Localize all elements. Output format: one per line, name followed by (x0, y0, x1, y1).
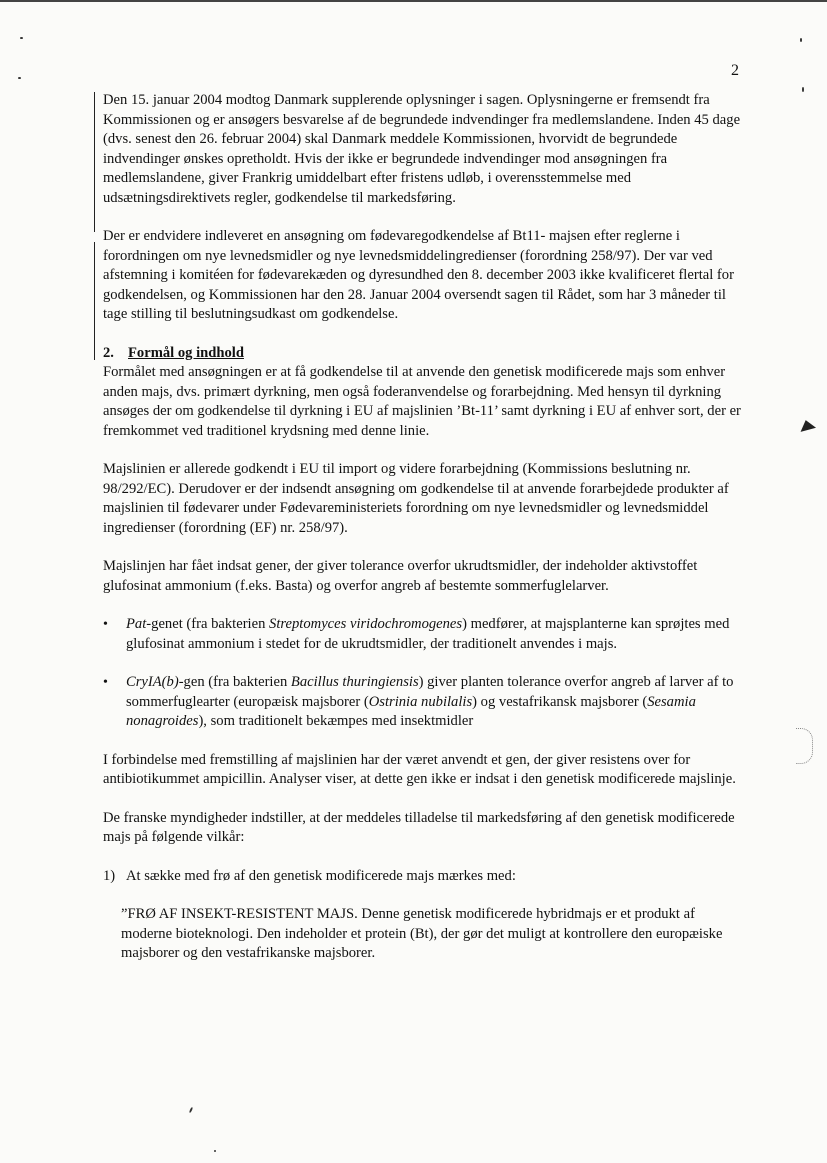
scan-speck (800, 38, 802, 42)
paragraph: I forbindelse med fremstilling af majslinien har der været anvendt et gen, der giver resistens over for antibiotikummet ampicillin. Analyser viser, at dette gen ikke er indsat i den genetisk modificerede majslinje. (103, 751, 736, 787)
condition-number: 1) (103, 867, 116, 884)
organism-name: Streptomyces viridochromogenes (269, 616, 463, 632)
scan-speck (18, 77, 21, 79)
gene-name: CryIA(b) (126, 674, 179, 690)
species-name: Ostrinia nubilalis (368, 693, 473, 710)
list-text: ) giver planten tolerance overfor angreb af larver af to sommerfuglearter (europæisk majsborer ( (126, 674, 734, 710)
revision-bar (94, 92, 95, 232)
scan-speck (20, 37, 23, 39)
section-number: 2. (103, 344, 114, 361)
paragraph: Formålet med ansøgningen er at få godkendelse til at anvende den genetisk modificerede majs som enhver anden majs, dvs. primært dyrkning, men også foderanvendelse og forarbejdning. Med hensyn til dyrkning ansøges der om godkendelse til dyrkning i EU af majslinien ’Bt-11’ samt dyrkning i EU af enhver sort, der er fremkommet ved traditionel krydsning med denne linie. (103, 364, 741, 439)
list-text: ), som traditionelt bekæmpes med insektmidler (198, 713, 474, 729)
list-text: ) medfører, at majsplanterne kan sprøjtes med glufosinat ammonium i stedet for de ukrudtsmidler, der traditionelt anvendes i majs. (126, 616, 730, 652)
scan-speck (802, 87, 804, 92)
scan-mark (798, 418, 816, 432)
list-text: ) og vestafrikansk majsborer ( (472, 693, 648, 710)
list-text: -gen (fra bakterien (178, 674, 291, 690)
scan-speck (214, 1150, 216, 1152)
document-body (103, 91, 743, 983)
revision-bar (94, 242, 95, 360)
condition-text: At sække med frø af den genetisk modificerede majs mærkes med: (126, 867, 516, 884)
species-name: Sesamia nonagroides (126, 693, 696, 729)
gene-list (103, 615, 743, 732)
label-quote: ”FRØ AF INSEKT-RESISTENT MAJS. Denne genetisk modificerede hybridmajs er et produkt af moderne bioteknologi. Den indeholder et protein (Bt), der gør det muligt at kontrollere den europæiske majsborer og den vestafrikanske majsborer. (121, 906, 723, 961)
list-item (103, 673, 743, 732)
scan-mark (796, 728, 813, 764)
page-top-rule (0, 0, 827, 2)
list-text: -genet (fra bakterien (146, 616, 270, 632)
paragraph: Der er endvidere indleveret en ansøgning om fødevaregodkendelse af Bt11- majsen efter reglerne i forordningen om nye levnedsmidler og nye levnedsmiddelingredienser (forordning 258/97). Der var ved afstemning i komitéen for fødevarekæden og dyresundhed den 8. december 2003 ikke kvalificeret flertal for godkendelsen, og Kommissionen har den 28. Januar 2004 oversendt sagen til Rådet, som har 3 måneder til tage stilling til beslutningsudkast om godkendelse. (103, 228, 734, 322)
organism-name: Bacillus thuringiensis (290, 674, 419, 690)
scan-speck (189, 1107, 193, 1113)
bullet-marker: • (103, 617, 108, 632)
gene-name: Pat (126, 616, 147, 632)
condition-item (103, 867, 743, 887)
paragraph: Majslinien er allerede godkendt i EU til import og videre forarbejdning (Kommissions beslutning nr. 98/292/EC). Derudover er der indsendt ansøgning om godkendelse til at anvende forarbejdede produkter af majslinien til fødevarer under Fødevareministeriets forordning om nye levnedsmidler og levnedsmiddel ingredienser (forordning (EF) nr. 258/97). (103, 461, 729, 536)
paragraph: Majslinjen har fået indsat gener, der giver tolerance overfor ukrudtsmidler, der indeholder aktivstoffet glufosinat ammonium (f.eks. Basta) og overfor angreb af bestemte sommerfuglelarver. (103, 558, 698, 594)
page-number: 2 (731, 62, 739, 79)
list-item (103, 615, 743, 654)
paragraph: Den 15. januar 2004 modtog Danmark supplerende oplysninger i sagen. Oplysningerne er fremsendt fra Kommissionen og er ansøgers besvarelse af de begrundede indvendinger fra medlemslandene. Inden 45 dage (dvs. senest den 26. februar 2004) skal Danmark meddele Kommissionen, hvorvidt de begrundede indvendinger ønskes opretholdt. Hvis der ikke er begrundede indvendinger mod ansøgningen fra medlemslandene, giver Frankrig umiddelbart efter fristens udløb, i overensstemmelse med udsætningsdirektivets regler, godkendelse til markedsføring. (103, 92, 741, 206)
section-heading (103, 344, 743, 364)
bullet-marker: • (103, 675, 108, 690)
paragraph: De franske myndigheder indstiller, at der meddeles tilladelse til markedsføring af den genetisk modificerede majs på følgende vilkår: (103, 809, 735, 845)
section-title: Formål og indhold (128, 344, 244, 361)
